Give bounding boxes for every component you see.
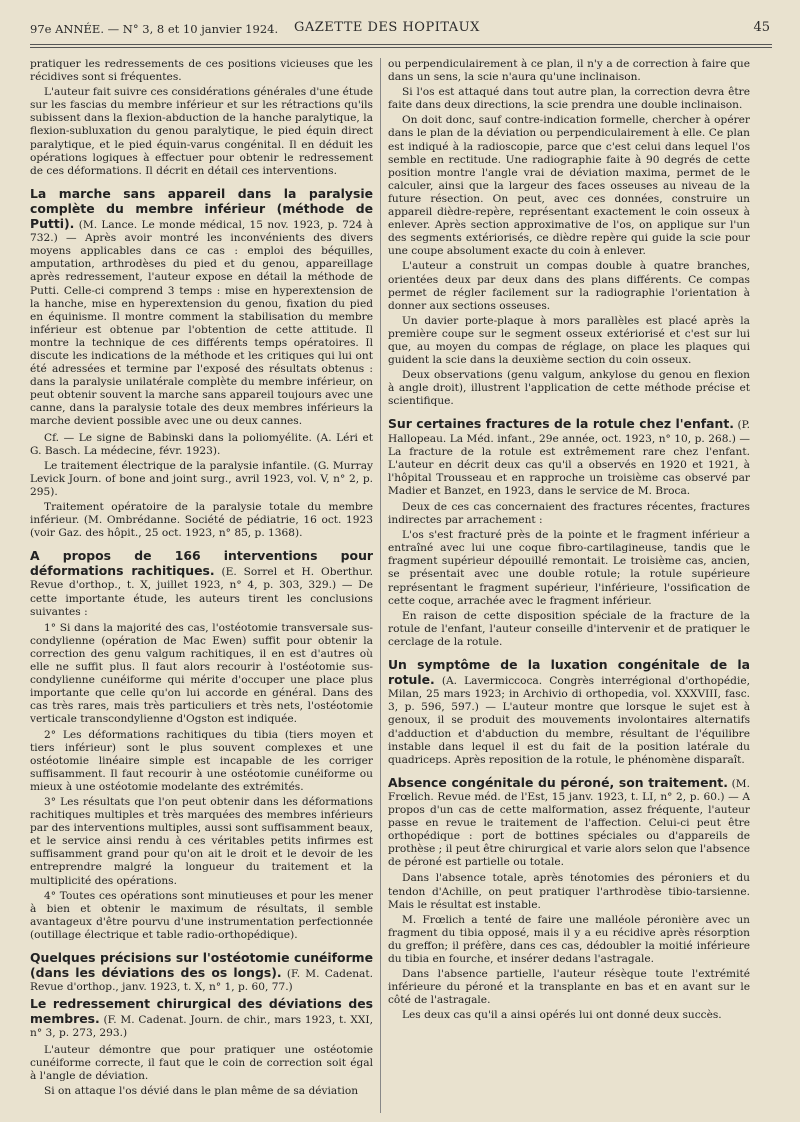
paragraph: Dans l'absence partielle, l'auteur résèque toute l'extrémité inférieure du péroné et la transplante en bas et en avant sur le côté de l'astragale. [388, 968, 750, 1007]
right-column [388, 58, 750, 1108]
article-title: Le redressement chirurgical des déviations des membres. [30, 996, 373, 1027]
column-divider [380, 58, 381, 1113]
article-body: — L'auteur montre que lorsque le sujet est à genoux, il se produit des mouvements involontaires alternatifs d'adduction et d'abduction du membre, résultant de l'équilibre instable dans lequel il est du fait de la position latérale du quadriceps. Après reposition de la rotule, le phénomène disparaît. [388, 701, 750, 766]
paragraph: Dans l'absence totale, après ténotomies des péroniers et du tendon d'Achille, on peut pratiquer l'arthrodèse tibio-tarsienne. Mais le résultat est instable. [388, 872, 750, 911]
paragraph: 1° Si dans la majorité des cas, l'ostéotomie transversale sus-condylienne (opération de Mac Ewen) suffit pour obtenir la correction des genu valgum rachitiques, il en est d'autres où elle ne suffit plus. Il faut alors recourir à l'ostéotomie sus-condylienne cunéiforme qui mérite d'occuper une place plus importante que celle qu'on lui accorde en général. Dans des cas très rares, mais très particuliers et très nets, l'ostéotomie verticale transcondylienne d'Ogston est indiquée. [30, 621, 373, 726]
citation: Le traitement électrique de la paralysie infantile. (G. Murray Levick Journ. of bone and joint surg., avril 1923, vol. V, n° 2, p. 295). [30, 459, 373, 498]
paragraph: Deux observations (genu valgum, ankylose du genou en flexion à angle droit), illustrent l'application de cette méthode précise et scientifique. [388, 369, 750, 408]
article-body: — De cette importante étude, les auteurs tirent les conclusions suivantes : [30, 579, 373, 618]
issue-info: 97e ANNÉE. — N° 3, 8 et 10 janvier 1924. [30, 22, 279, 36]
paragraph: Si on attaque l'os dévié dans le plan même de sa déviation [44, 1084, 359, 1097]
paragraph: 3° Les résultats que l'on peut obtenir dans les déformations rachitiques multiples et très marquées des membres inférieurs par des interventions multiples, aussi sont suffisamment beaux, et le service ainsi rendu à ces véritables petits infirmes est suffisamment grand pour qu'on ait le droit et le devoir de les entreprendre malgré la longueur du traitement et la multiplicité des opérations. [30, 795, 373, 887]
article-reference: (M. Frœlich. Revue méd. de l'Est, 15 janv. 1923, t. LI, n° 2, p. 60.) [388, 777, 750, 803]
citation: Cf. — Le signe de Babinski dans la poliomyélite. (A. Léri et G. Basch. La médecine, févr. 1923). [30, 431, 373, 457]
article-body: — La fracture de la rotule est extrêmement rare chez l'enfant. L'auteur en décrit deux cas qu'il a observés en 1920 et 1921, à l'hôpital Trousseau et en rapproche un troisième cas observé par Madier et Banzet, en 1923, dans le service de M. Broca. [388, 432, 750, 497]
article-reference: (M. Lance. Le monde médical, 15 nov. 1923, p. 724 à 732.) [30, 219, 373, 245]
paragraph: 4° Toutes ces opérations sont minutieuses et pour les mener à bien et obtenir le maximum de résultats, il semble avantageux d'être pourvu d'une instrumentation perfectionnée (outillage électrique et table radio-orthopédique). [30, 889, 373, 941]
header-rule [30, 44, 772, 45]
paragraph: pratiquer les redressements de ces positions vicieuses que les récidives sont si fréquentes. [30, 58, 373, 84]
article-title: Un symptôme de la luxation congénitale de la rotule. [388, 657, 750, 688]
page-number: 45 [753, 20, 770, 35]
paragraph: On doit donc, sauf contre-indication formelle, chercher à opérer dans le plan de la déviation ou perpendiculairement à elle. Ce plan est indiqué à la radioscopie, parce que c'est celui dans lequel l'os semble en rectitude. Une radiographie faite à 90 degrés de cette position montre l'angle vrai de déviation maxima, permet de le calculer, ainsi que la largeur des faces osseuses au niveau de la future résection. On peut, avec ces données, construire un appareil dièdre-repère, représentant exactement le coin osseux à enlever. Après section approximative de l'os, on applique sur l'un des segments extériorisés, ce dièdre repère qui guide la scie pour une coupe absolument exacte du coin à enlever. [388, 114, 750, 258]
paragraph: M. Frœlich a tenté de faire une malléole péronière avec un fragment du tibia opposé, mais il y a eu récidive après résorption du greffon; il préfère, dans ces cas, dédoubler la moitié inférieure du tibia en fourche, et insérer dedans l'astragale. [388, 913, 750, 965]
article-title: Sur certaines fractures de la rotule chez l'enfant. [388, 416, 734, 432]
left-column [30, 58, 373, 1108]
article-entry [30, 951, 373, 994]
article-entry [388, 776, 750, 870]
paragraph: L'os s'est fracturé près de la pointe et le fragment inférieur a entraîné avec lui une coque fibro-cartilagineuse, tandis que le fragment supérieur dépouillé remontait. Le troisième cas, ancien, se présentait avec une double rotule; la rotule supérieure représentant le fragment supérieur, l'inférieure, l'ossification de cette coque, arrachée avec le fragment inférieur. [388, 529, 750, 607]
article-entry [30, 187, 373, 429]
article-entry [388, 417, 750, 498]
article-title: A propos de 166 interventions pour déformations rachitiques. [30, 548, 373, 579]
paragraph: Si l'os est attaqué dans tout autre plan, la correction devra être faite dans deux directions, la scie prendra une double inclinaison. [388, 86, 750, 112]
article-body: — Après avoir montré les inconvénients des divers moyens applicables dans ce cas : emploi des béquilles, amputation, arthrodèses du pied et du genou, appareillage après redressement, l'auteur expose en détail la méthode de Putti. Celle-ci comprend 3 temps : mise en hyperextension de la hanche, mise en hyperextension du genou, fixation du pied en équinisme. Il montre comment la stabilisation du membre inférieur est obtenue par l'obtention de cette attitude. Il montre la technique de ces différents temps opératoires. Il discute les indications de la méthode et les critiques qui lui ont été adressées et termine par l'exposé des résultats obtenus : dans la paralysie unilatérale complète du membre inférieur, on peut obtenir souvent la marche sans appareil toujours avec une canne, dans la paralysie totale des deux membres inférieurs la marche devient possible avec une ou deux cannes. [30, 232, 373, 428]
article-entry [30, 549, 373, 618]
paragraph: L'auteur démontre que pour pratiquer une ostéotomie cunéiforme correcte, il faut que le coin de correction soit égal à l'angle de déviation. [30, 1043, 373, 1082]
journal-title: GAZETTE DES HOPITAUX [294, 20, 480, 35]
citation: Traitement opératoire de la paralysie totale du membre inférieur. (M. Ombrédanne. Société de pédiatrie, 16 oct. 1923 (voir Gaz. des hôpit., 25 oct. 1923, n° 85, p. 1368). [30, 501, 373, 540]
paragraph: ou perpendiculairement à ce plan, il n'y a de correction à faire que dans un sens, la scie n'aura qu'une inclinaison. [388, 58, 750, 84]
article-reference: (F. M. Cadenat. Revue d'orthop., janv. 1923, t. X, n° 1, p. 60, 77.) [30, 968, 373, 994]
paragraph: En raison de cette disposition spéciale de la fracture de la rotule de l'enfant, l'auteur conseille d'intervenir et de pratiquer le cerclage de la rotule. [388, 609, 750, 648]
article-reference: (P. Hallopeau. La Méd. infant., 29e année, oct. 1923, n° 10, p. 268.) [388, 419, 750, 445]
article-body: — A propos d'un cas de cette malformation, assez fréquente, l'auteur passe en revue le traitement de l'affection. Celui-ci peut être orthopédique : port de bottines spéciales ou d'appareils de prothèse ; il peut être chirurgical et varie alors selon que l'absence de péroné est partielle ou totale. [388, 790, 750, 869]
article-reference: (A. Lavermiccoca. Congrès interrégional d'orthopédie, Milan, 25 mars 1923; in Archivio di orthopedia, vol. XXXVIII, fasc. 3, p. 596, 597.) [388, 675, 750, 714]
header-rule-2 [30, 47, 772, 48]
paragraph: L'auteur a construit un compas double à quatre branches, orientées deux par deux dans des plans différents. Ce compas permet de régler facilement sur la radiographie l'orientation à donner aux sections osseuses. [388, 260, 750, 312]
paragraph: Les deux cas qu'il a ainsi opérés lui ont donné deux succès. [402, 1009, 722, 1022]
paragraph: L'auteur fait suivre ces considérations générales d'une étude sur les fascias du membre inférieur et sur les rétractions qu'ils subissent dans la flexion-abduction de la hanche paralytique, la flexion-subluxation du genou paralytique, le pied équin direct paralytique, et le pied équin-varus congénital. Il en déduit les opérations logiques à effectuer pour obtenir le redressement de ces déformations. Il décrit en détail ces interventions. [30, 86, 373, 177]
paragraph: Un davier porte-plaque à mors parallèles est placé après la première coupe sur le segment osseux extériorisé et c'est sur lui que, au moyen du compas de réglage, on place les plaques qui guident la scie dans la deuxième section du coin osseux. [388, 314, 750, 367]
paragraph: Deux de ces cas concernaient des fractures récentes, fractures indirectes par arrachement : [388, 501, 750, 527]
article-title: La marche sans appareil dans la paralysie complète du membre inférieur (méthode de Putti). [30, 185, 373, 232]
article-entry [30, 997, 373, 1040]
article-reference: (E. Sorrel et H. Oberthur. Revue d'orthop., t. X, juillet 1923, n° 4, p. 303, 329.) [30, 566, 373, 592]
article-entry [388, 658, 750, 767]
article-title: Quelques précisions sur l'ostéotomie cunéiforme (dans les déviations des os longs). [30, 950, 373, 981]
page-header [30, 20, 770, 40]
article-title: Absence congénitale du péroné, son traitement. [388, 774, 728, 790]
paragraph: 2° Les déformations rachitiques du tibia (tiers moyen et tiers inférieur) sont le plus souvent complexes et une ostéotomie linéaire simple est incapable de les corriger suffisamment. Il faut recourir à une ostéotomie cunéiforme ou mieux à une ostéotomie modelante des extrémités. [30, 728, 373, 793]
article-reference: (F. M. Cadenat. Journ. de chir., mars 1923, t. XXI, n° 3, p. 273, 293.) [30, 1014, 373, 1040]
